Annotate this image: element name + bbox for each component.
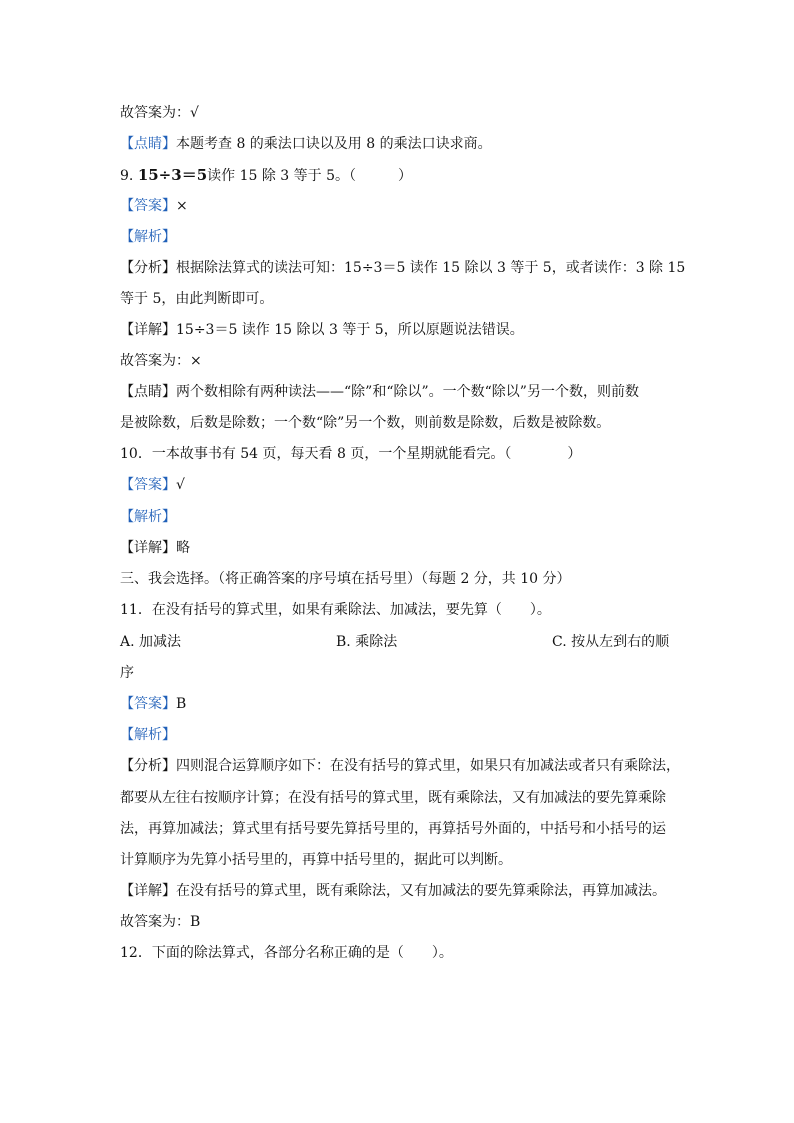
question-text: 12．下面的除法算式，各部分名称正确的是（ ）。: [120, 945, 453, 961]
q9-note-line-1: [120, 382, 639, 402]
option-b-text: B. 乘除法: [336, 634, 398, 650]
analysis-text: 四则混合运算顺序如下：在没有括号的算式里，如果只有加减法或者只有乘除法，: [176, 758, 680, 774]
option-c-continuation: [120, 663, 134, 683]
question-number: 9.: [120, 168, 134, 184]
q11-answer: [120, 694, 186, 714]
note-tag: 【点睛】: [120, 136, 176, 152]
section-title: 三、我会选择。（将正确答案的序号填在括号里）（每题 2 分，共 10 分）: [120, 571, 571, 587]
analysis-tag: 【解析】: [120, 509, 176, 525]
answer-value: B: [190, 914, 201, 930]
analysis-text: 计算顺序为先算小括号里的，再算中括号里的，据此可以判断。: [120, 852, 512, 868]
check-mark: √: [176, 477, 185, 493]
option-c-text: C. 按从左到右的顺: [552, 634, 670, 650]
question-text: 10．一本故事书有 54 页，每天看 8 页，一个星期就能看完。（ ）: [120, 446, 582, 462]
answer-prefix: 故答案为：: [120, 105, 190, 121]
analysis-text: 根据除法算式的读法可知：15÷3＝5 读作 15 除以 3 等于 5，或者读作：3 除 15: [176, 260, 686, 276]
q10-detail: [120, 538, 190, 558]
analysis-label: 【分析】: [120, 758, 176, 774]
q9-analysis-line-1: [120, 258, 685, 278]
answer-tag: 【答案】: [120, 477, 176, 493]
analysis-tag: 【解析】: [120, 727, 176, 743]
answer-tag: 【答案】: [120, 696, 176, 712]
section-3-heading: [120, 569, 571, 589]
note-line: [120, 134, 492, 154]
question-11: [120, 600, 551, 620]
q11-analysis-line-3: [120, 819, 666, 839]
analysis-tag: 【解析】: [120, 229, 176, 245]
q9-answer: [120, 196, 188, 216]
cross-mark: ×: [190, 353, 202, 369]
detail-text: 15÷3＝5 读作 15 除以 3 等于 5，所以原题说法错误。: [176, 322, 524, 338]
detail-tag: 【详解】: [120, 883, 176, 899]
q11-final-answer: [120, 912, 200, 932]
q11-analysis-line-1: [120, 756, 680, 776]
question-text: 读作 15 除 3 等于 5。（ ）: [207, 168, 413, 184]
question-10: [120, 444, 581, 464]
analysis-text: 等于 5，由此判断即可。: [120, 291, 274, 307]
cross-mark: ×: [176, 198, 188, 214]
q11-analysis-line-4: [120, 850, 512, 870]
detail-text: 略: [176, 540, 190, 556]
q11-analysis-heading: [120, 725, 176, 745]
q9-final-answer: [120, 351, 202, 371]
q11-analysis-line-2: [120, 788, 666, 808]
q9-note-line-2: [120, 413, 610, 433]
note-text: 是被除数，后数是除数；一个数“除”另一个数，则前数是除数，后数是被除数。: [120, 415, 611, 431]
check-mark: √: [190, 105, 199, 121]
option-a: [120, 632, 181, 652]
note-text: 本题考查 8 的乘法口诀以及用 8 的乘法口诀求商。: [176, 136, 492, 152]
answer-prefix: 故答案为：: [120, 914, 190, 930]
detail-text: 在没有括号的算式里，既有乘除法，又有加减法的要先算乘除法，再算加减法。: [176, 883, 666, 899]
note-text: 两个数相除有两种读法——“除”和“除以”。一个数“除以”另一个数，则前数: [176, 384, 639, 400]
detail-tag: 【详解】: [120, 540, 176, 556]
q9-analysis-line-2: [120, 289, 273, 309]
detail-tag: 【详解】: [120, 322, 176, 338]
note-tag: 【点睛】: [120, 384, 176, 400]
answer-line: [120, 103, 199, 123]
q10-answer: [120, 475, 185, 495]
q9-detail: [120, 320, 524, 340]
q10-analysis-heading: [120, 507, 176, 527]
answer-tag: 【答案】: [120, 198, 176, 214]
option-b: [336, 632, 397, 652]
option-a-text: A. 加减法: [120, 634, 182, 650]
q9-analysis-heading: [120, 227, 176, 247]
answer-prefix: 故答案为：: [120, 353, 190, 369]
question-text: 11．在没有括号的算式里，如果有乘除法、加减法，要先算（ ）。: [120, 602, 551, 618]
analysis-label: 【分析】: [120, 260, 176, 276]
option-c: [552, 632, 669, 652]
q11-detail: [120, 881, 666, 901]
analysis-text: 都要从左往右按顺序计算；在没有括号的算式里，既有乘除法，又有加减法的要先算乘除: [120, 790, 666, 806]
option-c-text-2: 序: [120, 665, 134, 681]
question-9: [120, 165, 412, 186]
analysis-text: 法，再算加减法；算式里有括号要先算括号里的，再算括号外面的，中括号和小括号的运: [120, 821, 666, 837]
question-12: [120, 943, 453, 963]
math-expression: 15÷3＝5: [137, 166, 208, 184]
answer-value: B: [176, 696, 187, 712]
